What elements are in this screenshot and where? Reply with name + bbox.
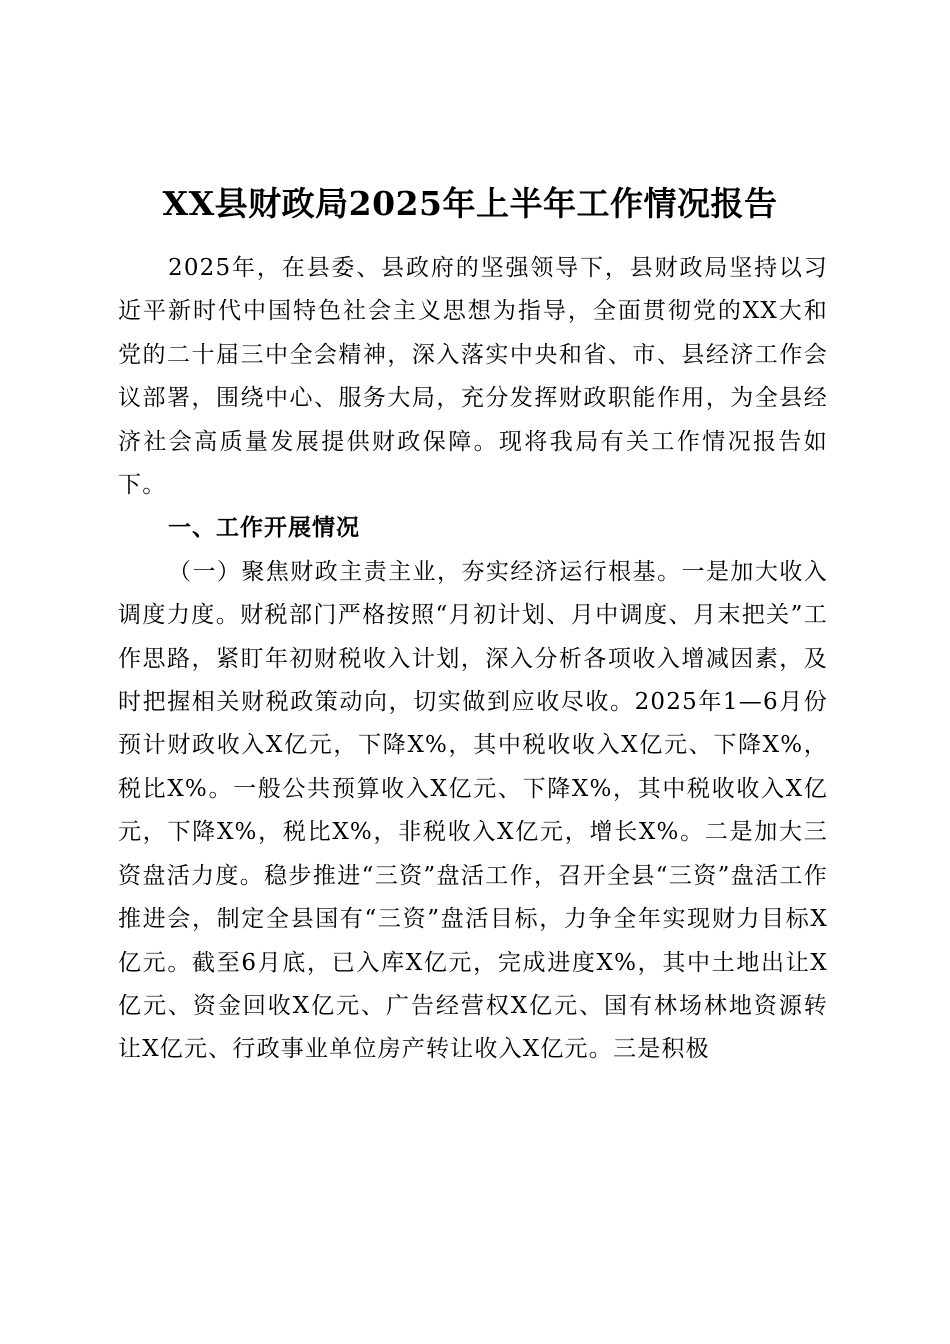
document-title: XX县财政局2025年上半年工作情况报告 <box>162 184 778 223</box>
section1-paragraph: （一）聚焦财政主责主业，夯实经济运行根基。一是加大收入调度力度。财税部门严格按照“月初计划、月中调度、月末把关”工作思路，紧盯年初财税收入计划，深入分析各项收入增减因素，及时把握相关财税政策动向，切实做到应收尽收。2025年1—6月份预计财政收入X亿元，下降X%，其中税收收入X亿元、下降X%，税比X%。一般公共预算收入X亿元、下降X%，其中税收收入X亿元，下降X%，税比X%，非税收入X亿元，增长X%。二是加大三资盘活力度。稳步推进“三资”盘活工作，召开全县“三资”盘活工作推进会，制定全县国有“三资”盘活目标，力争全年实现财力目标X亿元。截至6月底，已入库X亿元，完成进度X%，其中土地出让X亿元、资金回收X亿元、广告经营权X亿元、国有林场林地资源转让X亿元、行政事业单位房产转让收入X亿元。三是积极 <box>118 558 828 1063</box>
document-body <box>118 247 828 1072</box>
section-heading-work-progress: 一、工作开展情况 <box>168 515 360 542</box>
intro-paragraph: 2025年，在县委、县政府的坚强领导下，县财政局坚持以习近平新时代中国特色社会主义思想为指导，全面贯彻党的XX大和党的二十届三中全会精神，深入落实中央和省、市、县经济工作会议部署，围绕中心、服务大局，充分发挥财政职能作用，为全县经济社会高质量发展提供财政保障。现将我局有关工作情况报告如下。 <box>118 255 828 499</box>
